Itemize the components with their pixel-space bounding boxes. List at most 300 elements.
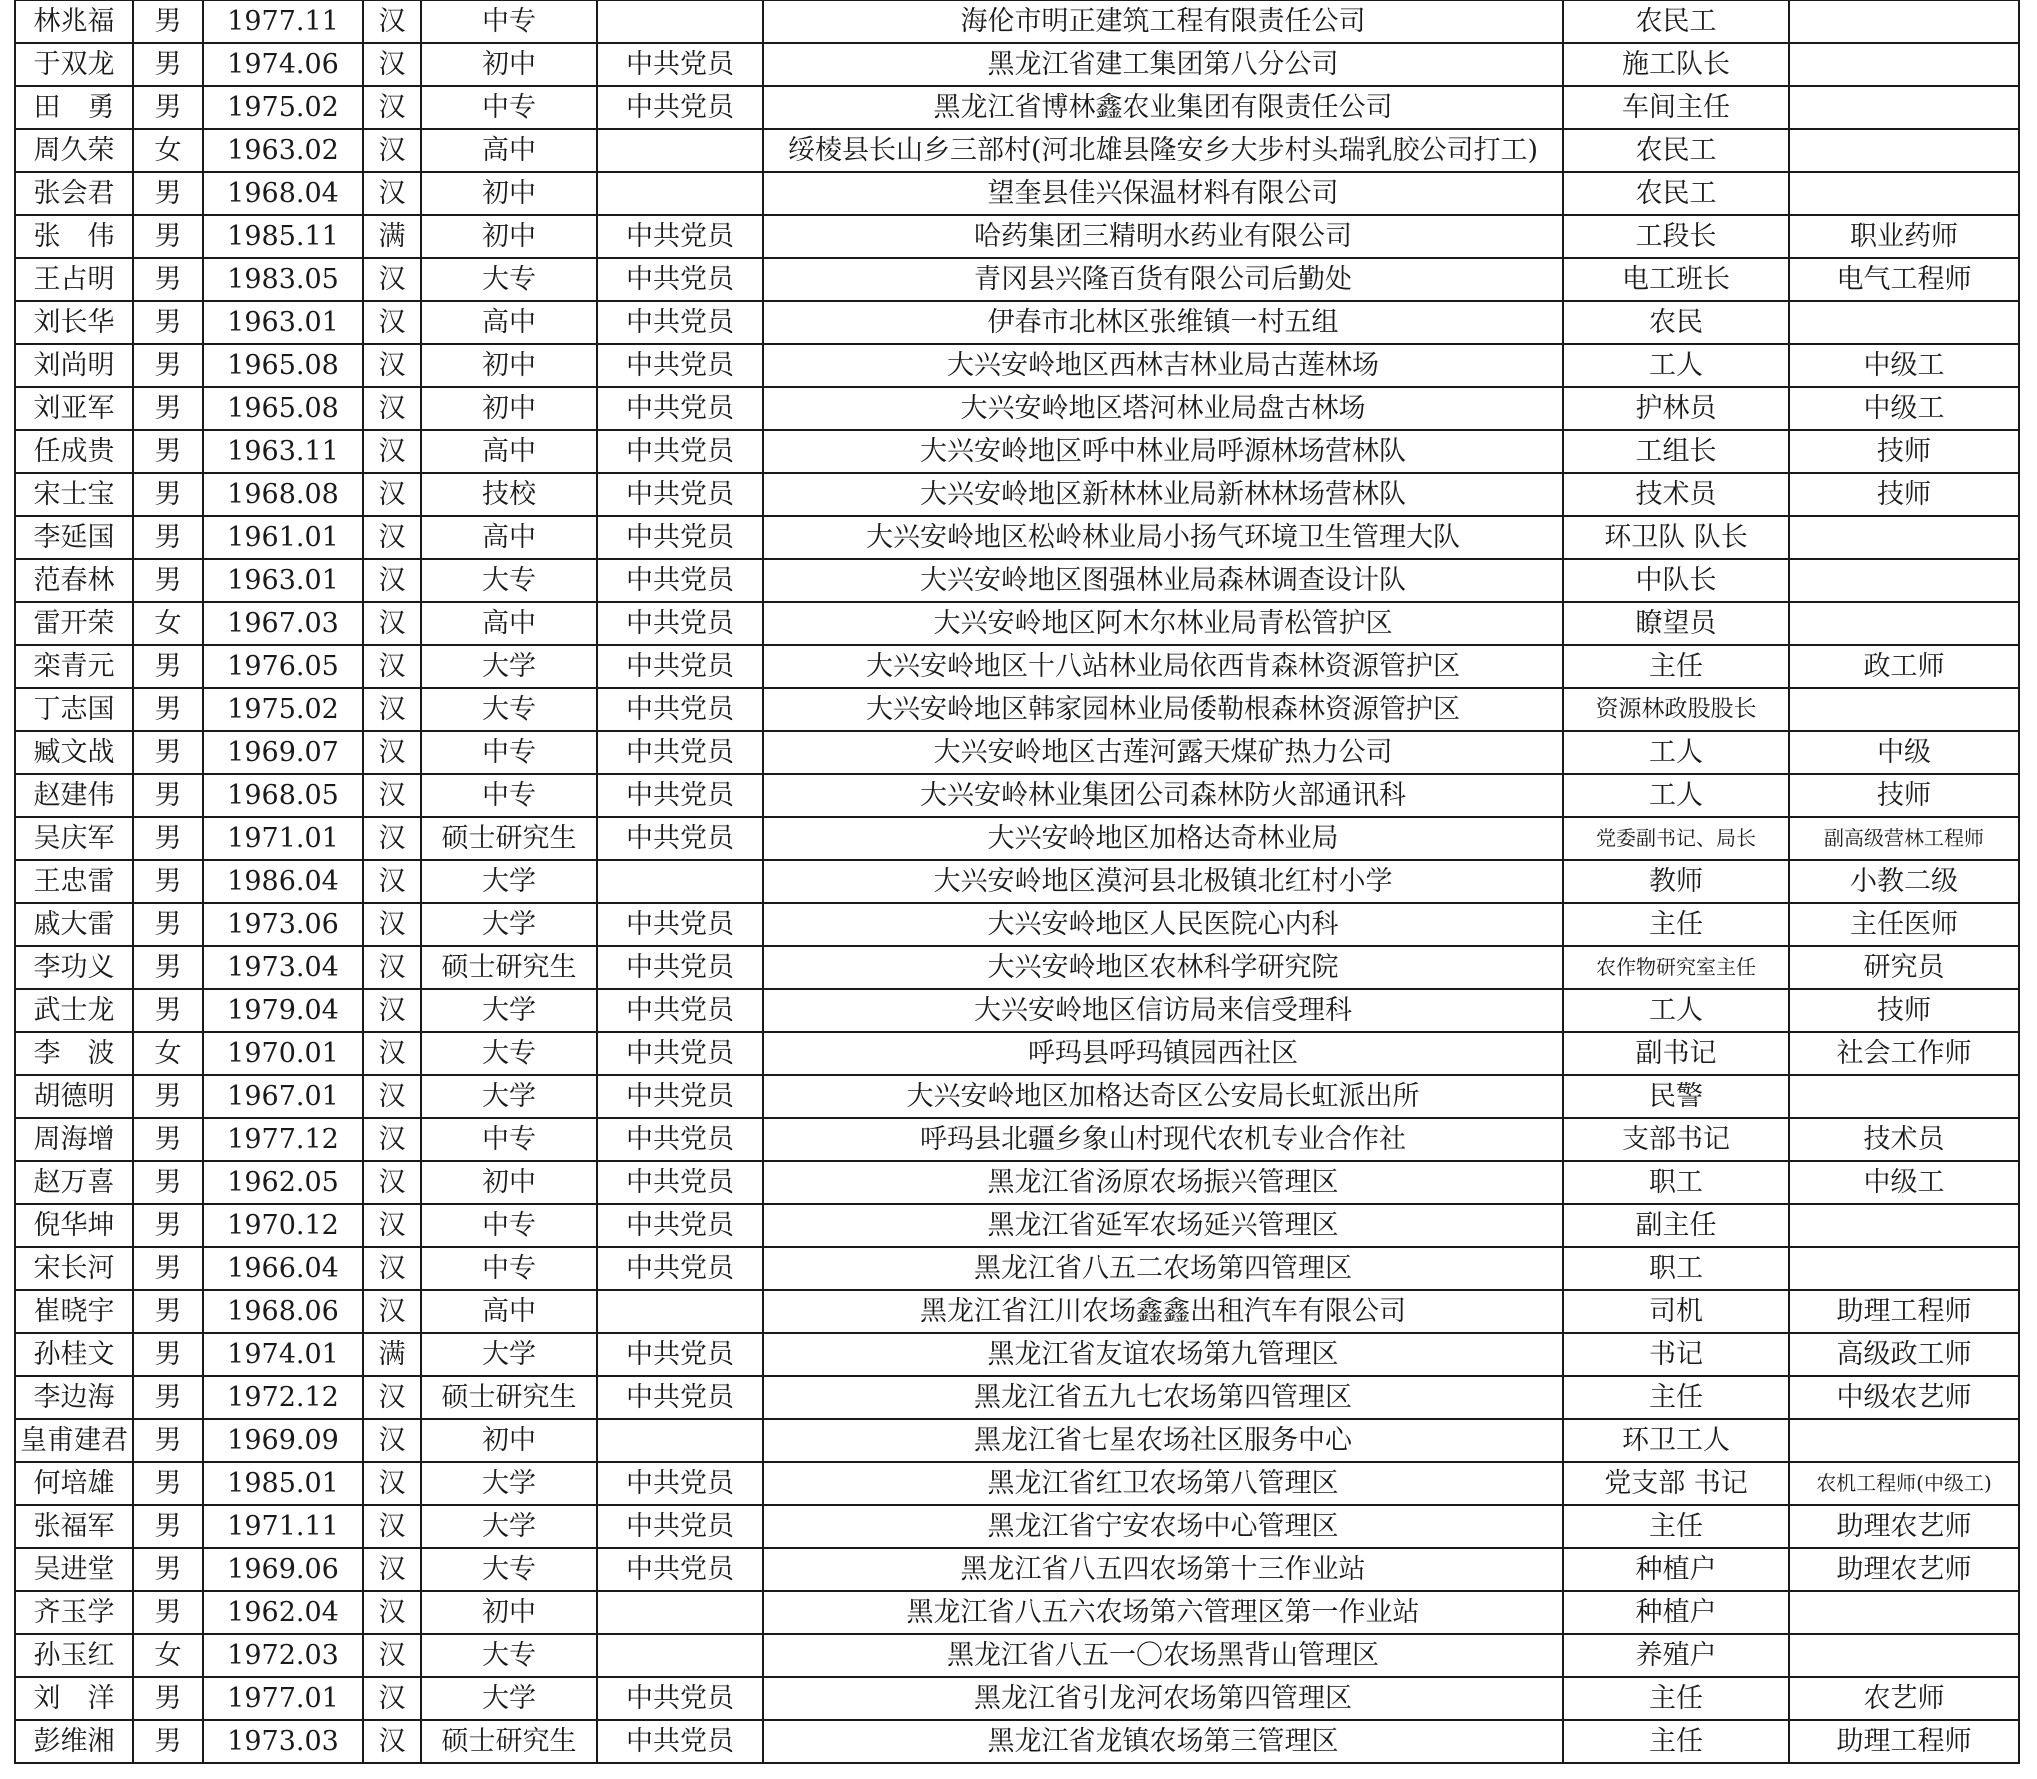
workplace-cell: 黑龙江省八五一〇农场黑背山管理区 [763,1634,1563,1677]
gender-cell: 男 [133,946,203,989]
gender-cell: 男 [133,989,203,1032]
gender-cell: 男 [133,1290,203,1333]
birth-date-cell: 1975.02 [203,86,363,129]
political-status-cell [597,1290,763,1333]
education-cell: 大学 [421,1075,597,1118]
table-row [15,1462,2019,1505]
title-cell [1789,172,2019,215]
ethnicity-cell: 汉 [363,1290,421,1333]
ethnicity-cell: 汉 [363,1118,421,1161]
table-row [15,172,2019,215]
workplace-cell: 大兴安岭地区阿木尔林业局青松管护区 [763,602,1563,645]
table-row [15,688,2019,731]
position-cell: 种植户 [1563,1591,1789,1634]
position-cell: 工组长 [1563,430,1789,473]
political-status-cell: 中共党员 [597,559,763,602]
ethnicity-cell: 汉 [363,645,421,688]
ethnicity-cell: 汉 [363,1548,421,1591]
gender-cell: 女 [133,1634,203,1677]
name-cell: 周久荣 [15,129,133,172]
political-status-cell: 中共党员 [597,1720,763,1763]
political-status-cell: 中共党员 [597,989,763,1032]
gender-cell: 男 [133,387,203,430]
gender-cell: 男 [133,1161,203,1204]
birth-date-cell: 1965.08 [203,344,363,387]
position-cell: 护林员 [1563,387,1789,430]
birth-date-cell: 1970.12 [203,1204,363,1247]
gender-cell: 男 [133,1333,203,1376]
table-row [15,43,2019,86]
workplace-cell: 黑龙江省江川农场鑫鑫出租汽车有限公司 [763,1290,1563,1333]
gender-cell: 男 [133,430,203,473]
table-row [15,1376,2019,1419]
title-cell: 技师 [1789,774,2019,817]
position-cell: 支部书记 [1563,1118,1789,1161]
education-cell: 中专 [421,86,597,129]
gender-cell: 男 [133,301,203,344]
political-status-cell: 中共党员 [597,344,763,387]
table-row [15,559,2019,602]
education-cell: 大专 [421,258,597,301]
title-cell [1789,688,2019,731]
table-row [15,774,2019,817]
birth-date-cell: 1977.01 [203,1677,363,1720]
name-cell: 刘 洋 [15,1677,133,1720]
workplace-cell: 海伦市明正建筑工程有限责任公司 [763,0,1563,43]
position-cell: 环卫工人 [1563,1419,1789,1462]
ethnicity-cell: 满 [363,1333,421,1376]
ethnicity-cell: 汉 [363,774,421,817]
gender-cell: 男 [133,1677,203,1720]
ethnicity-cell: 汉 [363,430,421,473]
political-status-cell: 中共党员 [597,1161,763,1204]
political-status-cell: 中共党员 [597,688,763,731]
name-cell: 宋士宝 [15,473,133,516]
title-cell [1789,301,2019,344]
position-cell: 环卫队 队长 [1563,516,1789,559]
workplace-cell: 黑龙江省八五六农场第六管理区第一作业站 [763,1591,1563,1634]
birth-date-cell: 1968.08 [203,473,363,516]
position-cell: 主任 [1563,645,1789,688]
political-status-cell: 中共党员 [597,1204,763,1247]
birth-date-cell: 1973.03 [203,1720,363,1763]
name-cell: 林兆福 [15,0,133,43]
political-status-cell: 中共党员 [597,1247,763,1290]
name-cell: 周海增 [15,1118,133,1161]
ethnicity-cell: 汉 [363,1505,421,1548]
political-status-cell: 中共党员 [597,1462,763,1505]
ethnicity-cell: 汉 [363,1161,421,1204]
table-row [15,903,2019,946]
table-row [15,860,2019,903]
position-cell: 瞭望员 [1563,602,1789,645]
ethnicity-cell: 汉 [363,731,421,774]
workplace-cell: 黑龙江省引龙河农场第四管理区 [763,1677,1563,1720]
ethnicity-cell: 汉 [363,301,421,344]
title-cell [1789,1247,2019,1290]
ethnicity-cell: 汉 [363,129,421,172]
birth-date-cell: 1972.03 [203,1634,363,1677]
political-status-cell [597,129,763,172]
ethnicity-cell: 汉 [363,1376,421,1419]
name-cell: 赵建伟 [15,774,133,817]
political-status-cell [597,860,763,903]
name-cell: 王占明 [15,258,133,301]
table-row [15,1591,2019,1634]
education-cell: 大学 [421,1505,597,1548]
title-cell: 中级工 [1789,344,2019,387]
workplace-cell: 大兴安岭地区信访局来信受理科 [763,989,1563,1032]
birth-date-cell: 1985.01 [203,1462,363,1505]
education-cell: 中专 [421,1118,597,1161]
ethnicity-cell: 汉 [363,387,421,430]
birth-date-cell: 1977.12 [203,1118,363,1161]
name-cell: 齐玉学 [15,1591,133,1634]
position-cell: 农民工 [1563,0,1789,43]
table-row [15,946,2019,989]
title-cell: 技师 [1789,430,2019,473]
education-cell: 大学 [421,1333,597,1376]
title-cell: 研究员 [1789,946,2019,989]
title-cell [1789,1419,2019,1462]
ethnicity-cell: 汉 [363,172,421,215]
education-cell: 大专 [421,688,597,731]
education-cell: 高中 [421,301,597,344]
education-cell: 硕士研究生 [421,946,597,989]
gender-cell: 男 [133,774,203,817]
workplace-cell: 大兴安岭地区韩家园林业局倭勒根森林资源管护区 [763,688,1563,731]
title-cell: 技师 [1789,989,2019,1032]
name-cell: 吴进堂 [15,1548,133,1591]
name-cell: 范春林 [15,559,133,602]
title-cell: 职业药师 [1789,215,2019,258]
education-cell: 初中 [421,1591,597,1634]
title-cell: 中级工 [1789,387,2019,430]
name-cell: 丁志国 [15,688,133,731]
name-cell: 武士龙 [15,989,133,1032]
title-cell: 助理农艺师 [1789,1548,2019,1591]
name-cell: 李延国 [15,516,133,559]
political-status-cell: 中共党员 [597,215,763,258]
education-cell: 硕士研究生 [421,1376,597,1419]
education-cell: 大学 [421,860,597,903]
workplace-cell: 黑龙江省友谊农场第九管理区 [763,1333,1563,1376]
table-row [15,1161,2019,1204]
workplace-cell: 大兴安岭地区古莲河露天煤矿热力公司 [763,731,1563,774]
gender-cell: 男 [133,215,203,258]
title-cell: 中级 [1789,731,2019,774]
political-status-cell: 中共党员 [597,516,763,559]
title-cell [1789,129,2019,172]
table-row [15,1677,2019,1720]
name-cell: 张福军 [15,1505,133,1548]
position-cell: 养殖户 [1563,1634,1789,1677]
ethnicity-cell: 汉 [363,516,421,559]
table-row [15,473,2019,516]
ethnicity-cell: 汉 [363,86,421,129]
ethnicity-cell: 汉 [363,989,421,1032]
table-row [15,602,2019,645]
position-cell: 主任 [1563,903,1789,946]
birth-date-cell: 1969.09 [203,1419,363,1462]
birth-date-cell: 1970.01 [203,1032,363,1075]
workplace-cell: 黑龙江省宁安农场中心管理区 [763,1505,1563,1548]
gender-cell: 男 [133,473,203,516]
gender-cell: 男 [133,1548,203,1591]
ethnicity-cell: 汉 [363,258,421,301]
political-status-cell: 中共党员 [597,43,763,86]
ethnicity-cell: 汉 [363,1677,421,1720]
gender-cell: 男 [133,731,203,774]
gender-cell: 男 [133,860,203,903]
political-status-cell: 中共党员 [597,946,763,989]
birth-date-cell: 1979.04 [203,989,363,1032]
honoree-table [14,0,2020,1764]
ethnicity-cell: 汉 [363,903,421,946]
political-status-cell [597,0,763,43]
title-cell: 社会工作师 [1789,1032,2019,1075]
name-cell: 张 伟 [15,215,133,258]
title-cell: 小教二级 [1789,860,2019,903]
workplace-cell: 大兴安岭地区农林科学研究院 [763,946,1563,989]
table-row [15,1548,2019,1591]
name-cell: 刘长华 [15,301,133,344]
workplace-cell: 大兴安岭地区人民医院心内科 [763,903,1563,946]
political-status-cell: 中共党员 [597,1376,763,1419]
education-cell: 大专 [421,1032,597,1075]
gender-cell: 男 [133,1419,203,1462]
gender-cell: 男 [133,0,203,43]
workplace-cell: 黑龙江省五九七农场第四管理区 [763,1376,1563,1419]
name-cell: 田 勇 [15,86,133,129]
workplace-cell: 大兴安岭林业集团公司森林防火部通讯科 [763,774,1563,817]
education-cell: 大专 [421,1548,597,1591]
gender-cell: 男 [133,172,203,215]
title-cell [1789,516,2019,559]
title-cell [1789,43,2019,86]
ethnicity-cell: 汉 [363,1419,421,1462]
gender-cell: 男 [133,688,203,731]
table-row [15,0,2019,43]
workplace-cell: 黑龙江省红卫农场第八管理区 [763,1462,1563,1505]
table-row [15,516,2019,559]
political-status-cell: 中共党员 [597,731,763,774]
position-cell: 电工班长 [1563,258,1789,301]
name-cell: 胡德明 [15,1075,133,1118]
birth-date-cell: 1962.05 [203,1161,363,1204]
education-cell: 中专 [421,1204,597,1247]
political-status-cell: 中共党员 [597,1505,763,1548]
table-row [15,1333,2019,1376]
position-cell: 工人 [1563,774,1789,817]
title-cell [1789,602,2019,645]
birth-date-cell: 1971.01 [203,817,363,860]
education-cell: 中专 [421,774,597,817]
workplace-cell: 望奎县佳兴保温材料有限公司 [763,172,1563,215]
table-row [15,645,2019,688]
ethnicity-cell: 汉 [363,860,421,903]
table-row [15,1419,2019,1462]
title-cell [1789,86,2019,129]
political-status-cell [597,1634,763,1677]
name-cell: 孙玉红 [15,1634,133,1677]
table-row [15,1204,2019,1247]
table-row [15,1720,2019,1763]
birth-date-cell: 1966.04 [203,1247,363,1290]
birth-date-cell: 1976.05 [203,645,363,688]
position-cell: 农民 [1563,301,1789,344]
ethnicity-cell: 汉 [363,1032,421,1075]
birth-date-cell: 1973.04 [203,946,363,989]
gender-cell: 男 [133,645,203,688]
position-cell: 副主任 [1563,1204,1789,1247]
political-status-cell: 中共党员 [597,1075,763,1118]
education-cell: 高中 [421,602,597,645]
title-cell: 主任医师 [1789,903,2019,946]
name-cell: 崔晓宇 [15,1290,133,1333]
position-cell: 党支部 书记 [1563,1462,1789,1505]
gender-cell: 男 [133,1118,203,1161]
birth-date-cell: 1972.12 [203,1376,363,1419]
ethnicity-cell: 汉 [363,946,421,989]
position-cell: 农民工 [1563,129,1789,172]
name-cell: 皇甫建君 [15,1419,133,1462]
ethnicity-cell: 满 [363,215,421,258]
political-status-cell: 中共党员 [597,301,763,344]
workplace-cell: 哈药集团三精明水药业有限公司 [763,215,1563,258]
political-status-cell: 中共党员 [597,817,763,860]
table-row [15,731,2019,774]
table-row [15,387,2019,430]
birth-date-cell: 1985.11 [203,215,363,258]
education-cell: 大学 [421,1677,597,1720]
birth-date-cell: 1961.01 [203,516,363,559]
ethnicity-cell: 汉 [363,1462,421,1505]
gender-cell: 男 [133,43,203,86]
birth-date-cell: 1973.06 [203,903,363,946]
education-cell: 硕士研究生 [421,817,597,860]
position-cell: 工段长 [1563,215,1789,258]
position-cell: 主任 [1563,1376,1789,1419]
workplace-cell: 大兴安岭地区图强林业局森林调查设计队 [763,559,1563,602]
workplace-cell: 黑龙江省七星农场社区服务中心 [763,1419,1563,1462]
political-status-cell: 中共党员 [597,903,763,946]
education-cell: 技校 [421,473,597,516]
gender-cell: 男 [133,86,203,129]
ethnicity-cell: 汉 [363,344,421,387]
education-cell: 初中 [421,1161,597,1204]
gender-cell: 男 [133,817,203,860]
political-status-cell: 中共党员 [597,430,763,473]
table-row [15,1634,2019,1677]
table-row [15,1032,2019,1075]
workplace-cell: 大兴安岭地区加格达奇区公安局长虹派出所 [763,1075,1563,1118]
ethnicity-cell: 汉 [363,1720,421,1763]
name-cell: 于双龙 [15,43,133,86]
political-status-cell [597,1591,763,1634]
ethnicity-cell: 汉 [363,1634,421,1677]
education-cell: 初中 [421,215,597,258]
title-cell [1789,1075,2019,1118]
political-status-cell: 中共党员 [597,645,763,688]
name-cell: 雷开荣 [15,602,133,645]
name-cell: 栾青元 [15,645,133,688]
workplace-cell: 黑龙江省龙镇农场第三管理区 [763,1720,1563,1763]
education-cell: 中专 [421,0,597,43]
ethnicity-cell: 汉 [363,1591,421,1634]
position-cell: 主任 [1563,1720,1789,1763]
ethnicity-cell: 汉 [363,817,421,860]
name-cell: 李 波 [15,1032,133,1075]
gender-cell: 男 [133,1376,203,1419]
title-cell: 中级工 [1789,1161,2019,1204]
position-cell: 农民工 [1563,172,1789,215]
position-cell: 职工 [1563,1247,1789,1290]
name-cell: 李边海 [15,1376,133,1419]
education-cell: 初中 [421,1419,597,1462]
position-cell: 主任 [1563,1505,1789,1548]
education-cell: 高中 [421,1290,597,1333]
table-row [15,258,2019,301]
ethnicity-cell: 汉 [363,473,421,516]
workplace-cell: 大兴安岭地区塔河林业局盘古林场 [763,387,1563,430]
ethnicity-cell: 汉 [363,1075,421,1118]
education-cell: 大专 [421,559,597,602]
ethnicity-cell: 汉 [363,1204,421,1247]
gender-cell: 男 [133,1204,203,1247]
name-cell: 吴庆军 [15,817,133,860]
position-cell: 工人 [1563,989,1789,1032]
workplace-cell: 大兴安岭地区十八站林业局依西肯森林资源管护区 [763,645,1563,688]
name-cell: 张会君 [15,172,133,215]
political-status-cell: 中共党员 [597,473,763,516]
title-cell: 高级政工师 [1789,1333,2019,1376]
title-cell: 农艺师 [1789,1677,2019,1720]
education-cell: 大专 [421,1634,597,1677]
position-cell: 中队长 [1563,559,1789,602]
title-cell: 助理工程师 [1789,1290,2019,1333]
title-cell: 中级农艺师 [1789,1376,2019,1419]
name-cell: 刘亚军 [15,387,133,430]
title-cell: 助理农艺师 [1789,1505,2019,1548]
workplace-cell: 大兴安岭地区松岭林业局小扬气环境卫生管理大队 [763,516,1563,559]
position-cell: 种植户 [1563,1548,1789,1591]
birth-date-cell: 1963.11 [203,430,363,473]
position-cell: 施工队长 [1563,43,1789,86]
position-cell: 资源林政股股长 [1563,688,1789,731]
birth-date-cell: 1986.04 [203,860,363,903]
gender-cell: 女 [133,602,203,645]
title-cell: 电气工程师 [1789,258,2019,301]
name-cell: 孙桂文 [15,1333,133,1376]
workplace-cell: 黑龙江省汤原农场振兴管理区 [763,1161,1563,1204]
table-row [15,989,2019,1032]
title-cell: 政工师 [1789,645,2019,688]
ethnicity-cell: 汉 [363,688,421,731]
workplace-cell: 大兴安岭地区西林吉林业局古莲林场 [763,344,1563,387]
title-cell [1789,0,2019,43]
birth-date-cell: 1971.11 [203,1505,363,1548]
table-row [15,1118,2019,1161]
table-row [15,1290,2019,1333]
workplace-cell: 伊春市北林区张维镇一村五组 [763,301,1563,344]
name-cell: 任成贵 [15,430,133,473]
gender-cell: 男 [133,1075,203,1118]
birth-date-cell: 1963.01 [203,559,363,602]
table-row [15,129,2019,172]
political-status-cell: 中共党员 [597,86,763,129]
political-status-cell [597,172,763,215]
